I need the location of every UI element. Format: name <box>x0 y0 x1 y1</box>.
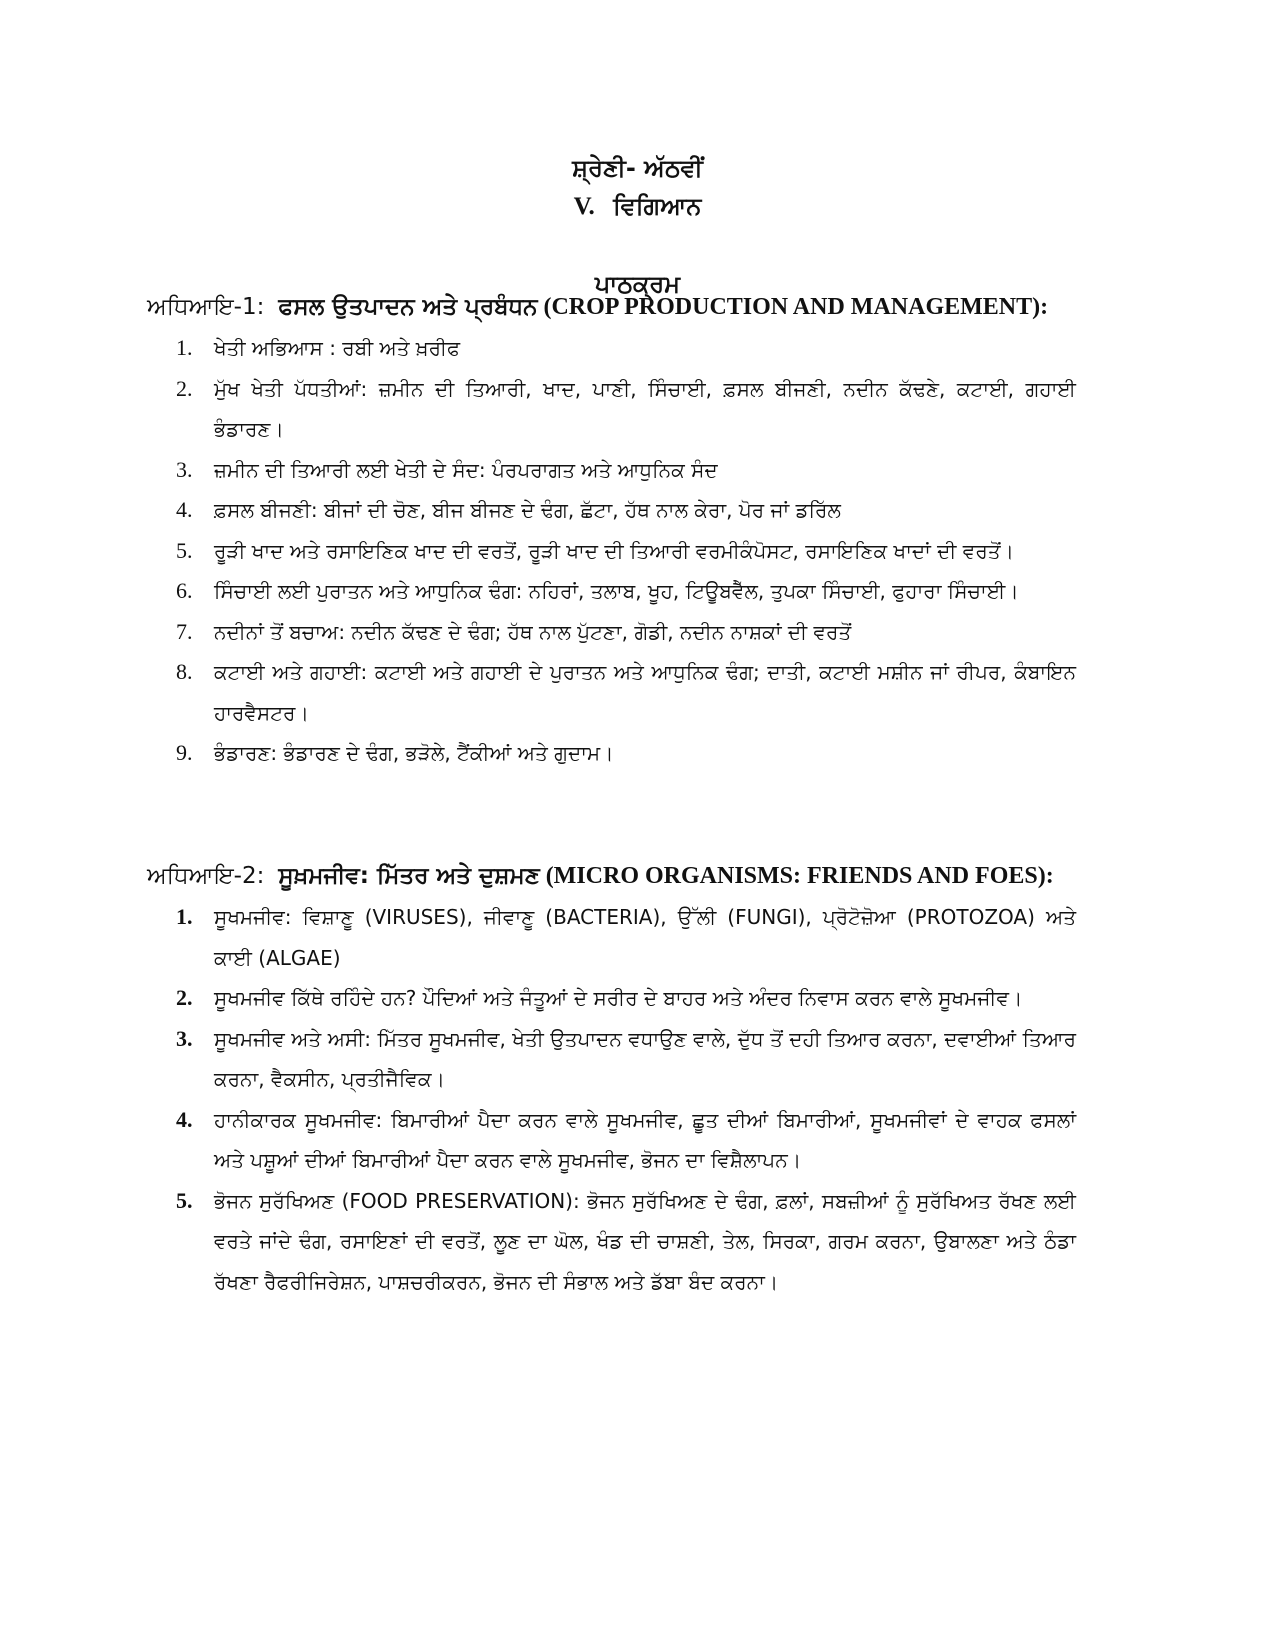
item-number: 5. <box>176 1187 193 1213</box>
list-item <box>176 652 1076 733</box>
chapter-label: ਅਧਿਆਇ-1: <box>147 294 265 320</box>
list-item <box>176 978 1076 1019</box>
class-line: ਸ਼੍ਰੇਣੀ- ਅੱਠਵੀਂ <box>572 154 703 182</box>
list-item <box>176 1019 1076 1100</box>
list-item <box>176 897 1076 978</box>
item-number: 6. <box>176 578 193 603</box>
item-number: 7. <box>176 618 193 644</box>
item-text: ਸਿੰਚਾਈ ਲਈ ਪੁਰਾਤਨ ਅਤੇ ਆਧੁਨਿਕ ਢੰਗ: ਨਹਿਰਾਂ, ਤਲਾਬ, ਖੂਹ, ਟਿਊਬਵੈੱਲ, ਤੁਪਕਾ ਸਿੰਚਾਈ, ਫੁਹਾਰਾ ਸਿੰਚਾਈ। <box>214 579 1019 603</box>
item-text: ਸੂਖਮਜੀਵ ਅਤੇ ਅਸੀ: ਮਿੱਤਰ ਸੂਖਮਜੀਵ, ਖੇਤੀ ਉਤਪਾਦਨ ਵਧਾਉਣ ਵਾਲੇ, ਦੁੱਧ ਤੋਂ ਦਹੀ ਤਿਆਰ ਕਰਨਾ, ਦਵਾਈਆਂ ਤਿਆਰ ਕਰਨਾ, ਵੈਕਸੀਨ, ਪ੍ਰਤੀਜੈਵਿਕ। <box>214 1026 1076 1091</box>
item-number: 9. <box>176 740 193 765</box>
item-text: ਫ਼ਸਲ ਬੀਜਣੀ: ਬੀਜਾਂ ਦੀ ਚੋਣ, ਬੀਜ ਬੀਜਣ ਦੇ ਢੰਗ, ਛੱਟਾ, ਹੱਥ ਨਾਲ ਕੇਰਾ, ਪੋਰ ਜਾਂ ਡਰਿੱਲ <box>214 498 841 522</box>
chapter-title: ਫਸਲ ਉਤਪਾਦਨ ਅਤੇ ਪ੍ਰਬੰਧਨ <box>278 294 538 320</box>
item-number: 2. <box>176 375 193 401</box>
chapter-2-heading <box>147 860 1147 892</box>
chapter-1-heading <box>147 291 1147 323</box>
item-text: ਹਾਨੀਕਾਰਕ ਸੂਖਮਜੀਵ: ਬਿਮਾਰੀਆਂ ਪੈਦਾ ਕਰਨ ਵਾਲੇ ਸੂਖਮਜੀਵ, ਛੂਤ ਦੀਆਂ ਬਿਮਾਰੀਆਂ, ਸੂਖਮਜੀਵਾਂ ਦੇ ਵਾਹਕ ਫਸਲਾਂ ਅਤੇ ਪਸ਼ੂਆਂ ਦੀਆਂ ਬਿਮਾਰੀਆਂ ਪੈਦਾ ਕਰਨ ਵਾਲੇ ਸੂਖਮਜੀਵ, ਭੋਜਨ ਦਾ ਵਿਸ਼ੈਲਾਪਨ। <box>214 1107 1076 1172</box>
list-item <box>176 612 1076 653</box>
item-number: 5. <box>176 537 193 563</box>
item-text: ਰੂੜੀ ਖਾਦ ਅਤੇ ਰਸਾਇਣਿਕ ਖਾਦ ਦੀ ਵਰਤੋਂ, ਰੂੜੀ ਖਾਦ ਦੀ ਤਿਆਰੀ ਵਰਮੀਕੰਪੋਸਟ, ਰਸਾਇਣਿਕ ਖਾਦਾਂ ਦੀ ਵਰਤੋਂ। <box>214 538 1014 563</box>
chapter-label: ਅਧਿਆਇ-2: <box>147 863 265 889</box>
item-text: ਖੇਤੀ ਅਭਿਆਸ : ਰਬੀ ਅਤੇ ਖ਼ਰੀਫ <box>214 336 461 360</box>
list-item <box>176 733 1076 774</box>
item-number: 1. <box>176 335 193 360</box>
item-text: ਨਦੀਨਾਂ ਤੋਂ ਬਚਾਅ: ਨਦੀਨ ਕੱਢਣ ਦੇ ਢੰਗ; ਹੱਥ ਨਾਲ ਪੁੱਟਣਾ, ਗੋਡੀ, ਨਦੀਨ ਨਾਸ਼ਕਾਂ ਦੀ ਵਰਤੋਂ <box>214 619 852 644</box>
item-number: 4. <box>176 497 193 522</box>
list-item <box>176 531 1076 572</box>
list-item <box>176 328 1076 369</box>
item-text: ਜ਼ਮੀਨ ਦੀ ਤਿਆਰੀ ਲਈ ਖੇਤੀ ਦੇ ਸੰਦ: ਪੰਰਪਰਾਗਤ ਅਤੇ ਆਧੁਨਿਕ ਸੰਦ <box>214 457 718 482</box>
item-text: ਭੋਜਨ ਸੁਰੱਖਿਅਣ (FOOD PRESERVATION): ਭੋਜਨ ਸੁਰੱਖਿਅਣ ਦੇ ਢੰਗ, ਫ਼ਲਾਂ, ਸਬਜ਼ੀਆਂ ਨੂੰ ਸੁਰੱਖਿਅਤ ਰੱਖਣ ਲਈ ਵਰਤੇ ਜਾਂਦੇ ਢੰਗ, ਰਸਾਇਣਾਂ ਦੀ ਵਰਤੋਂ, ਲੂਣ ਦਾ ਘੋਲ, ਖੰਡ ਦੀ ਚਾਸ਼ਣੀ, ਤੇਲ, ਸਿਰਕਾ, ਗਰਮ ਕਰਨਾ, ਉਬਾਲਣਾ ਅਤੇ ਠੰਡਾ ਰੱਖਣਾ ਰੈਫਰੀਜਿਰੇਸ਼ਨ, ਪਾਸ਼ਚਰੀਕਰਨ, ਭੋਜਨ ਦੀ ਸੰਭਾਲ ਅਤੇ ਡੱਬਾ ਬੰਦ ਕਰਨਾ। <box>214 1188 1076 1294</box>
subject-heading <box>0 190 1275 223</box>
item-number: 1. <box>176 904 193 929</box>
subject-number: V. <box>573 193 595 220</box>
item-number: 3. <box>176 1025 193 1051</box>
item-number: 2. <box>176 985 193 1010</box>
list-item <box>176 1100 1076 1181</box>
item-text: ਸੂਖਮਜੀਵ: ਵਿਸ਼ਾਣੂ (VIRUSES), ਜੀਵਾਣੂ (BACTERIA), ਉੱਲੀ (FUNGI), ਪ੍ਰੋਟੋਜ਼ੋਆ (PROTOZOA) ਅਤੇ ਕਾਈ (ALGAE) <box>214 905 1076 970</box>
item-number: 4. <box>176 1106 193 1132</box>
item-number: 8. <box>176 659 193 684</box>
chapter-1-topics <box>176 328 1076 774</box>
item-number: 3. <box>176 456 193 482</box>
chapter-english-title: (MICRO ORGANISMS: FRIENDS AND FOES): <box>545 863 1054 889</box>
list-item <box>176 369 1076 450</box>
item-text: ਮੁੱਖ ਖੇਤੀ ਪੱਧਤੀਆਂ: ਜ਼ਮੀਨ ਦੀ ਤਿਆਰੀ, ਖਾਦ, ਪਾਣੀ, ਸਿੰਚਾਈ, ਫ਼ਸਲ ਬੀਜਣੀ, ਨਦੀਨ ਕੱਢਣੇ, ਕਟਾਈ, ਗਹਾਈ ਭੰਡਾਰਣ। <box>214 376 1076 441</box>
list-item <box>176 1181 1076 1303</box>
list-item <box>176 490 1076 531</box>
chapter-title: ਸੂਖ਼ਮਜੀਵ: ਮਿੱਤਰ ਅਤੇ ਦੁਸ਼ਮਣ <box>278 863 540 889</box>
class-heading <box>0 152 1275 184</box>
chapter-2-topics <box>176 897 1076 1302</box>
item-text: ਭੰਡਾਰਣ: ਭੰਡਾਰਣ ਦੇ ਢੰਗ, ਭੜੋਲੇ, ਟੈਂਕੀਆਂ ਅਤੇ ਗੁਦਾਮ। <box>214 741 614 765</box>
list-item <box>176 571 1076 612</box>
syllabus-title: ਪਾਠਕ੍ਰਮ <box>594 270 681 298</box>
item-text: ਕਟਾਈ ਅਤੇ ਗਹਾਈ: ਕਟਾਈ ਅਤੇ ਗਹਾਈ ਦੇ ਪੁਰਾਤਨ ਅਤੇ ਆਧੁਨਿਕ ਢੰਗ; ਦਾਤੀ, ਕਟਾਈ ਮਸ਼ੀਨ ਜਾਂ ਰੀਪਰ, ਕੰਬਾਇਨ ਹਾਰਵੈਸਟਰ। <box>214 660 1076 725</box>
chapter-english-title: (CROP PRODUCTION AND MANAGEMENT): <box>543 294 1049 320</box>
subject-name: ਵਿਗਿਆਨ <box>613 192 702 220</box>
list-item <box>176 450 1076 491</box>
item-text: ਸੂਖਮਜੀਵ ਕਿੱਥੇ ਰਹਿੰਦੇ ਹਨ? ਪੌਦਿਆਂ ਅਤੇ ਜੰਤੂਆਂ ਦੇ ਸਰੀਰ ਦੇ ਬਾਹਰ ਅਤੇ ਅੰਦਰ ਨਿਵਾਸ ਕਰਨ ਵਾਲੇ ਸੂਖਮਜੀਵ। <box>214 986 1023 1010</box>
